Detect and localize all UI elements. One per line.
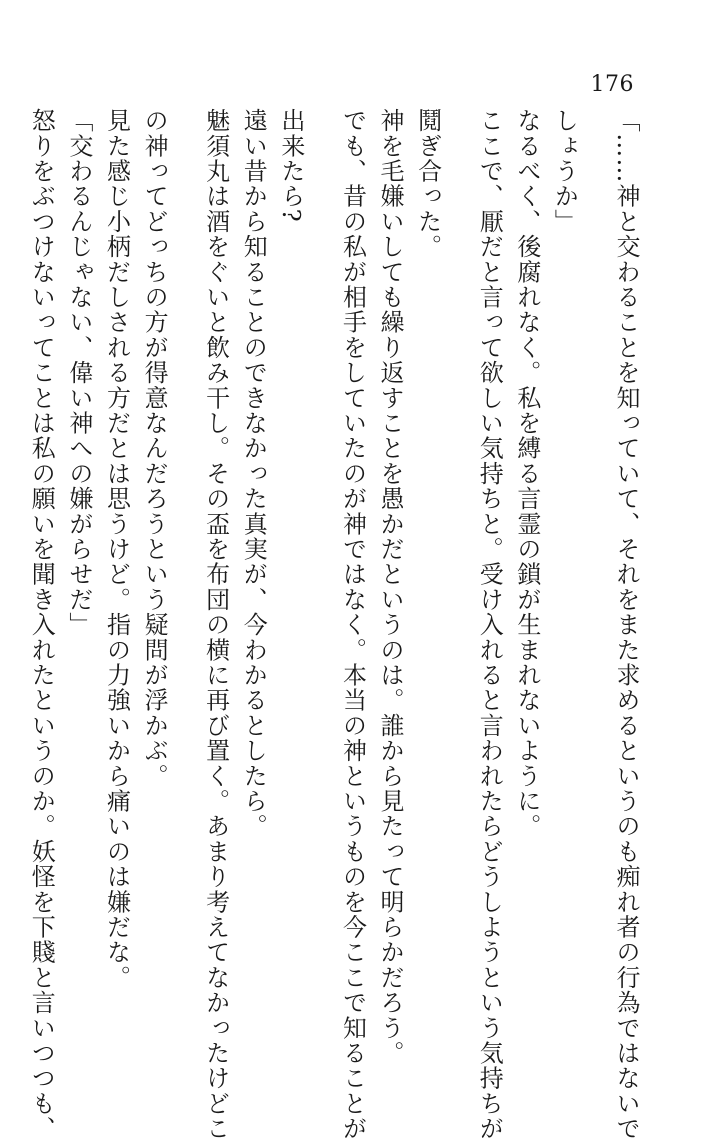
text-line: 出来たら? [276,108,305,223]
text-line: しょうか」 [550,108,579,234]
text-line: 「……神と交わることを知っていて、それをまた求めるというのも痴れ者の行為ではないで [612,108,640,1141]
text-line: なるべく、後腐れなく。私を縛る言霊の鎖が生まれないように。 [512,108,541,839]
novel-text-block [27,108,644,1141]
text-line [0,108,22,988]
text-line: 遠い昔から知ることのできなかった真実が、今わかるとしたら。 [239,108,268,839]
text-line: 見た感じ小柄だしされる方だとは思うけど。指の力強いから痛いのは嫌だな。 [102,108,131,990]
text-line: ここで、厭だと言って欲しい気持ちと。受け入れると言われたらどうしようという気持ちが [475,108,504,1141]
text-line: 怒りをぶつけないってことは私の願いを聞き入れたというのか。妖怪を下賤と言いつつも、 [27,108,56,1141]
text-line: 神を毛嫌いしても繰り返すことを愚かだというのは。誰から見たって明らかだろう。 [376,108,405,1066]
text-line: でも、昔の私が相手をしていたのが神ではなく。本当の神というものを今ここで知ることが [338,108,367,1141]
text-line: の神ってどっちの方が得意なんだろうという疑問が浮かぶ。 [140,108,169,789]
text-line: 鬩ぎ合った。 [413,108,442,260]
page-number: 176 [590,72,634,97]
text-line: 魅須丸は酒をぐいと飲み干し。その盃を布団の横に再び置く。あまり考えてなかったけどこ [201,108,230,1141]
text-line: 「交わるんじゃない、偉い神への嫌がらせだ」 [64,108,93,638]
